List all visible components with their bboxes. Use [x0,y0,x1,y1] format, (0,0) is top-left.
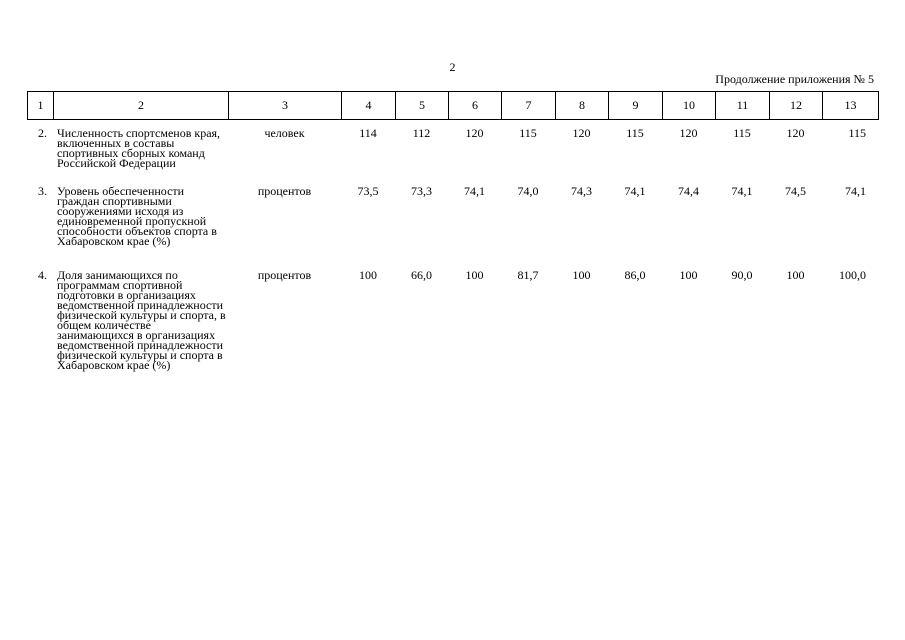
row-number: 3. [38,184,47,198]
row-value: 66,0 [411,268,432,282]
row-value: 100 [359,268,377,282]
row-description: Численность спортсменов края, включенных в составы спортивных сборных команд Российской Федерации [57,126,221,170]
row-value: 120 [572,126,591,140]
header-cell: 11 [716,92,770,120]
header-cell: 2 [54,92,229,120]
row-value: 114 [359,126,377,140]
row-description: Доля занимающихся по программам спортивной подготовки в организациях ведомственной принадлежности физической культуры и спорта, в общем количестве занимающихся в организациях ведомственной принадлежности физической культуры и спорта в Хабаровском крае (%) [57,268,226,372]
row-value: 73,3 [411,184,432,198]
row-value: 100,0 [839,268,866,282]
row-value: 90,0 [731,268,753,282]
row-value: 74,1 [624,184,646,198]
header-cell: 3 [229,92,342,120]
row-value: 86,0 [624,268,646,282]
row-value: 74,1 [731,184,753,198]
row-value: 74,1 [464,184,485,198]
header-cell: 13 [823,92,879,120]
row-value: 74,1 [845,184,866,198]
row-number: 4. [38,268,47,282]
table-row [27,270,878,400]
header-cell: 7 [502,92,556,120]
row-value: 100 [786,268,805,282]
table-row [27,128,878,186]
row-unit: процентов [257,268,312,282]
row-unit: процентов [257,184,312,198]
page-number: 2 [449,60,456,74]
row-value: 100 [572,268,591,282]
row-value: 73,5 [357,184,379,198]
header-cell: 9 [609,92,663,120]
table-body [27,128,878,400]
row-value: 100 [679,268,698,282]
row-value: 74,4 [678,184,699,198]
row-value: 115 [733,126,751,140]
header-cell: 1 [28,92,54,120]
row-value: 120 [465,126,484,140]
table-header [27,91,879,120]
row-value: 81,7 [517,268,539,282]
header-cell: 5 [396,92,449,120]
row-unit: человек [264,126,305,140]
header-cell: 4 [342,92,396,120]
row-value: 115 [848,126,866,140]
row-value: 120 [679,126,698,140]
row-value: 115 [626,126,644,140]
continuation-label: Продолжение приложения № 5 [715,72,874,86]
row-value: 74,0 [517,184,539,198]
header-cell: 8 [556,92,609,120]
header-cell: 6 [449,92,502,120]
header-cell: 12 [770,92,823,120]
row-value: 74,3 [571,184,592,198]
row-value: 74,5 [785,184,806,198]
header-row [28,92,879,120]
row-value: 115 [519,126,537,140]
row-value: 100 [465,268,484,282]
row-description: Уровень обеспеченности граждан спортивными сооружениями исходя из единовременной пропускной способности объектов спорта в Хабаровском крае (%) [57,184,217,248]
row-value: 120 [786,126,805,140]
row-number: 2. [38,126,47,140]
row-value: 112 [412,126,431,140]
header-cell: 10 [663,92,716,120]
table-row [27,186,878,270]
